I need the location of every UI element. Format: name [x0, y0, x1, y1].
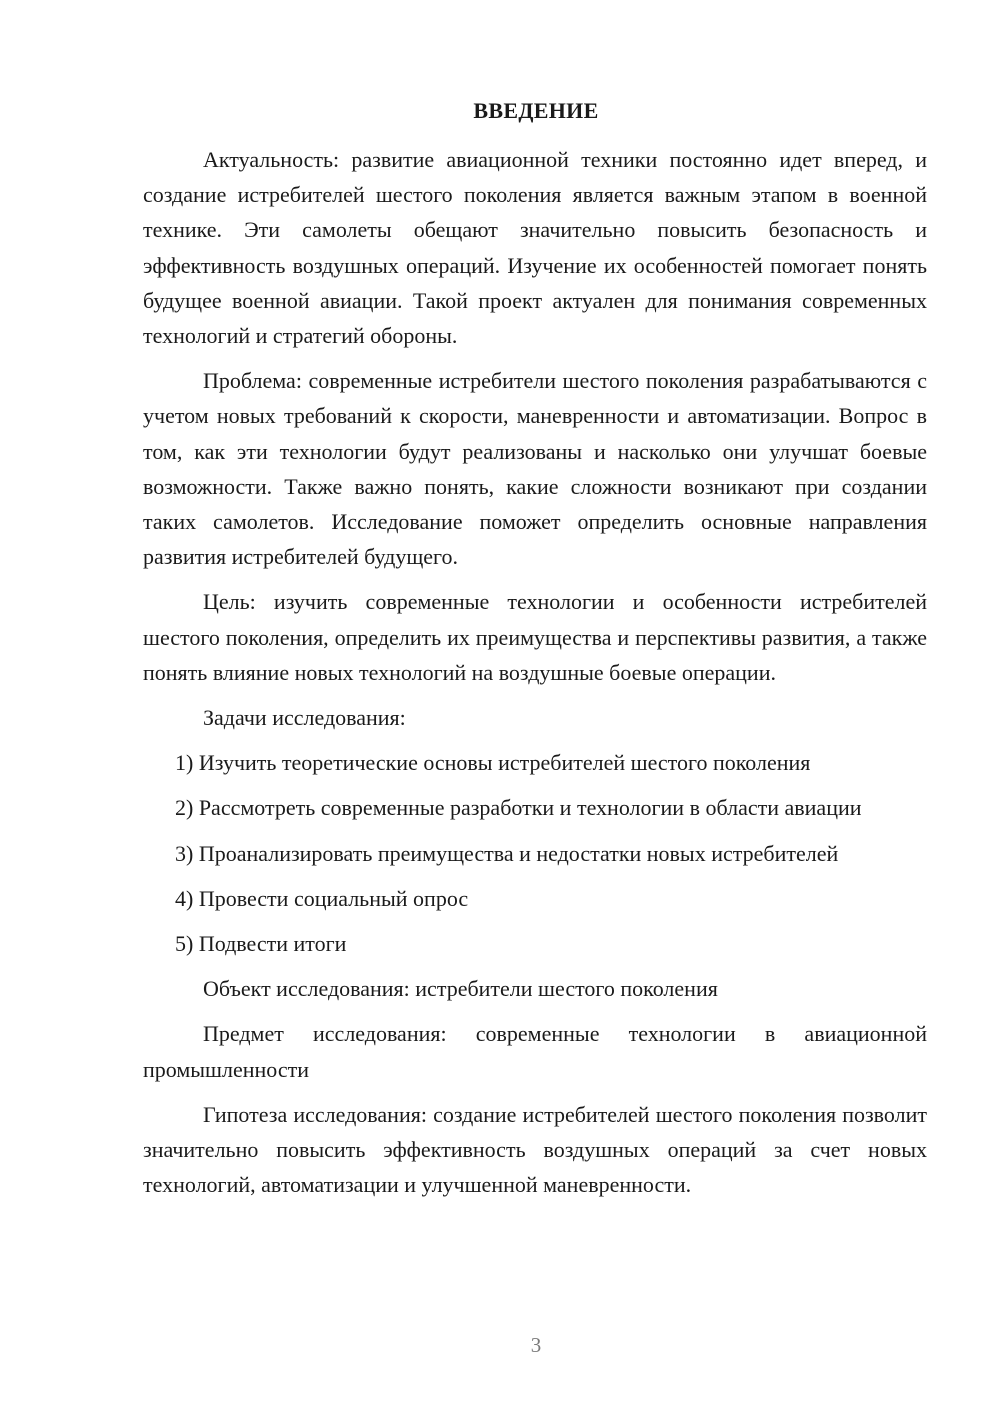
problem-paragraph: Проблема: современные истребители шестого поколения разрабатываются с учетом новых требований к скорости, маневренности и автоматизации. Вопрос в том, как эти технологии будут реализованы и насколько они улучшат боевые возможности. Также важно понять, какие сложности возникают при создании таких самолетов. Исследование поможет определить основные направления развития истребителей будущего. — [143, 368, 927, 570]
goal-paragraph: Цель: изучить современные технологии и особенности истребителей шестого поколения, определить их преимущества и перспективы развития, а также понять влияние новых технологий на воздушные боевые операции. — [143, 589, 927, 685]
page-number: 3 — [530, 1333, 542, 1357]
task-item: 2) Рассмотреть современные разработки и технологии в области авиации — [175, 795, 862, 821]
task-item: 5) Подвести итоги — [175, 931, 347, 957]
object-paragraph: Объект исследования: истребители шестого поколения — [203, 976, 718, 1002]
task-item: 1) Изучить теоретические основы истребителей шестого поколения — [175, 750, 811, 776]
task-item: 4) Провести социальный опрос — [175, 885, 469, 911]
tasks-heading: Задачи исследования: — [203, 705, 406, 731]
subject-paragraph: Предмет исследования: современные технологии в авиационной промышленности — [143, 1021, 927, 1082]
page-title: ВВЕДЕНИЕ — [473, 98, 599, 123]
task-item: 3) Проанализировать преимущества и недостатки новых истребителей — [175, 840, 839, 866]
hypothesis-paragraph: Гипотеза исследования: создание истребителей шестого поколения позволит значительно повысить эффективность воздушных операций за счет новых технологий, автоматизации и улучшенной маневренности. — [143, 1101, 927, 1198]
document-body — [143, 142, 927, 1212]
relevance-paragraph: Актуальность: развитие авиационной техники постоянно идет вперед, и создание истребителей шестого поколения является важным этапом в военной технике. Эти самолеты обещают значительно повысить безопасность и эффективность воздушных операций. Изучение их особенностей помогает понять будущее военной авиации. Такой проект актуален для понимания современных технологий и стратегий обороны. — [143, 147, 927, 349]
